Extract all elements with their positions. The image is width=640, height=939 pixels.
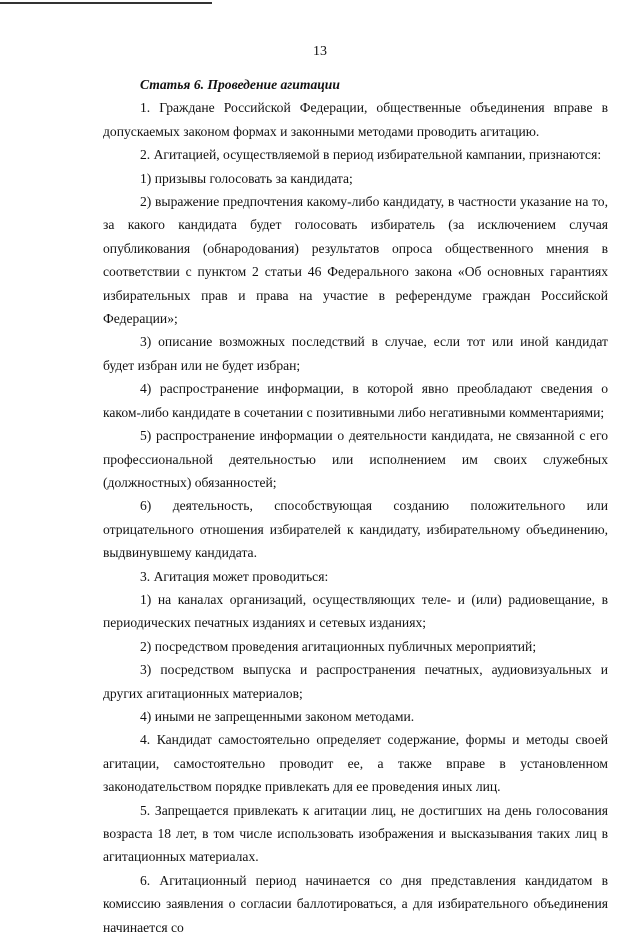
paragraph: 4) иными не запрещенными законом методами. bbox=[140, 708, 415, 724]
paragraph: 2) выражение предпочтения какому-либо кандидату, в частности указание на то, за какого кандидата будет голосовать избиратель (за исключением случая опубликования (обнародования) результатов опроса общественного мнения в соответствии с пунктом 2 статьи 46 Федерального закона «Об основных гарантиях избирательных прав и права на участие в референдуме граждан Российской Федерации»; bbox=[103, 194, 608, 327]
paragraph: 1) на каналах организаций, осуществляющих теле- и (или) радиовещание, в периодических печатных изданиях и сетевых изданиях; bbox=[103, 591, 608, 631]
document-body bbox=[103, 73, 608, 939]
paragraph: 2) посредством проведения агитационных публичных мероприятий; bbox=[140, 638, 537, 654]
paragraph: 6) деятельность, способствующая созданию положительного или отрицательного отношения избирателей к кандидату, избирательному объединению, выдвинувшему кандидата. bbox=[103, 498, 608, 561]
paragraph: 4. Кандидат самостоятельно определяет содержание, формы и методы своей агитации, самостоятельно проводит ее, а также вправе в установленном законодательством порядке привлекать для ее проведения иных лиц. bbox=[103, 732, 608, 795]
paragraph: 4) распространение информации, в которой явно преобладают сведения о каком-либо кандидате в сочетании с позитивными либо негативными комментариями; bbox=[103, 381, 608, 420]
paragraph: 3) описание возможных последствий в случае, если тот или иной кандидат будет избран или не будет избран; bbox=[103, 334, 608, 373]
article-heading: Статья 6. Проведение агитации bbox=[140, 77, 340, 92]
top-divider bbox=[0, 2, 212, 4]
paragraph: 6. Агитационный период начинается со дня представления кандидатом в комиссию заявления о согласии баллотироваться, а для избирательного объединения начинается со bbox=[103, 872, 608, 935]
paragraph: 3. Агитация может проводиться: bbox=[140, 568, 329, 584]
paragraph: 1. Граждане Российской Федерации, общественные объединения вправе в допускаемых законом формах и законными методами проводить агитацию. bbox=[103, 100, 608, 139]
paragraph: 2. Агитацией, осуществляемой в период избирательной кампании, признаются: bbox=[140, 147, 602, 163]
paragraph: 5. Запрещается привлекать к агитации лиц, не достигших на день голосования возраста 18 лет, в том числе использовать изображения и высказывания таких лиц в агитационных материалах. bbox=[103, 802, 608, 865]
paragraph: 5) распространение информации о деятельности кандидата, не связанной с его профессиональной деятельностью или исполнением им своих служебных (должностных) обязанностей; bbox=[103, 428, 608, 490]
paragraph: 1) призывы голосовать за кандидата; bbox=[140, 170, 353, 186]
page-number: 13 bbox=[313, 44, 327, 59]
paragraph: 3) посредством выпуска и распространения печатных, аудиовизуальных и других агитационных материалов; bbox=[103, 662, 608, 701]
